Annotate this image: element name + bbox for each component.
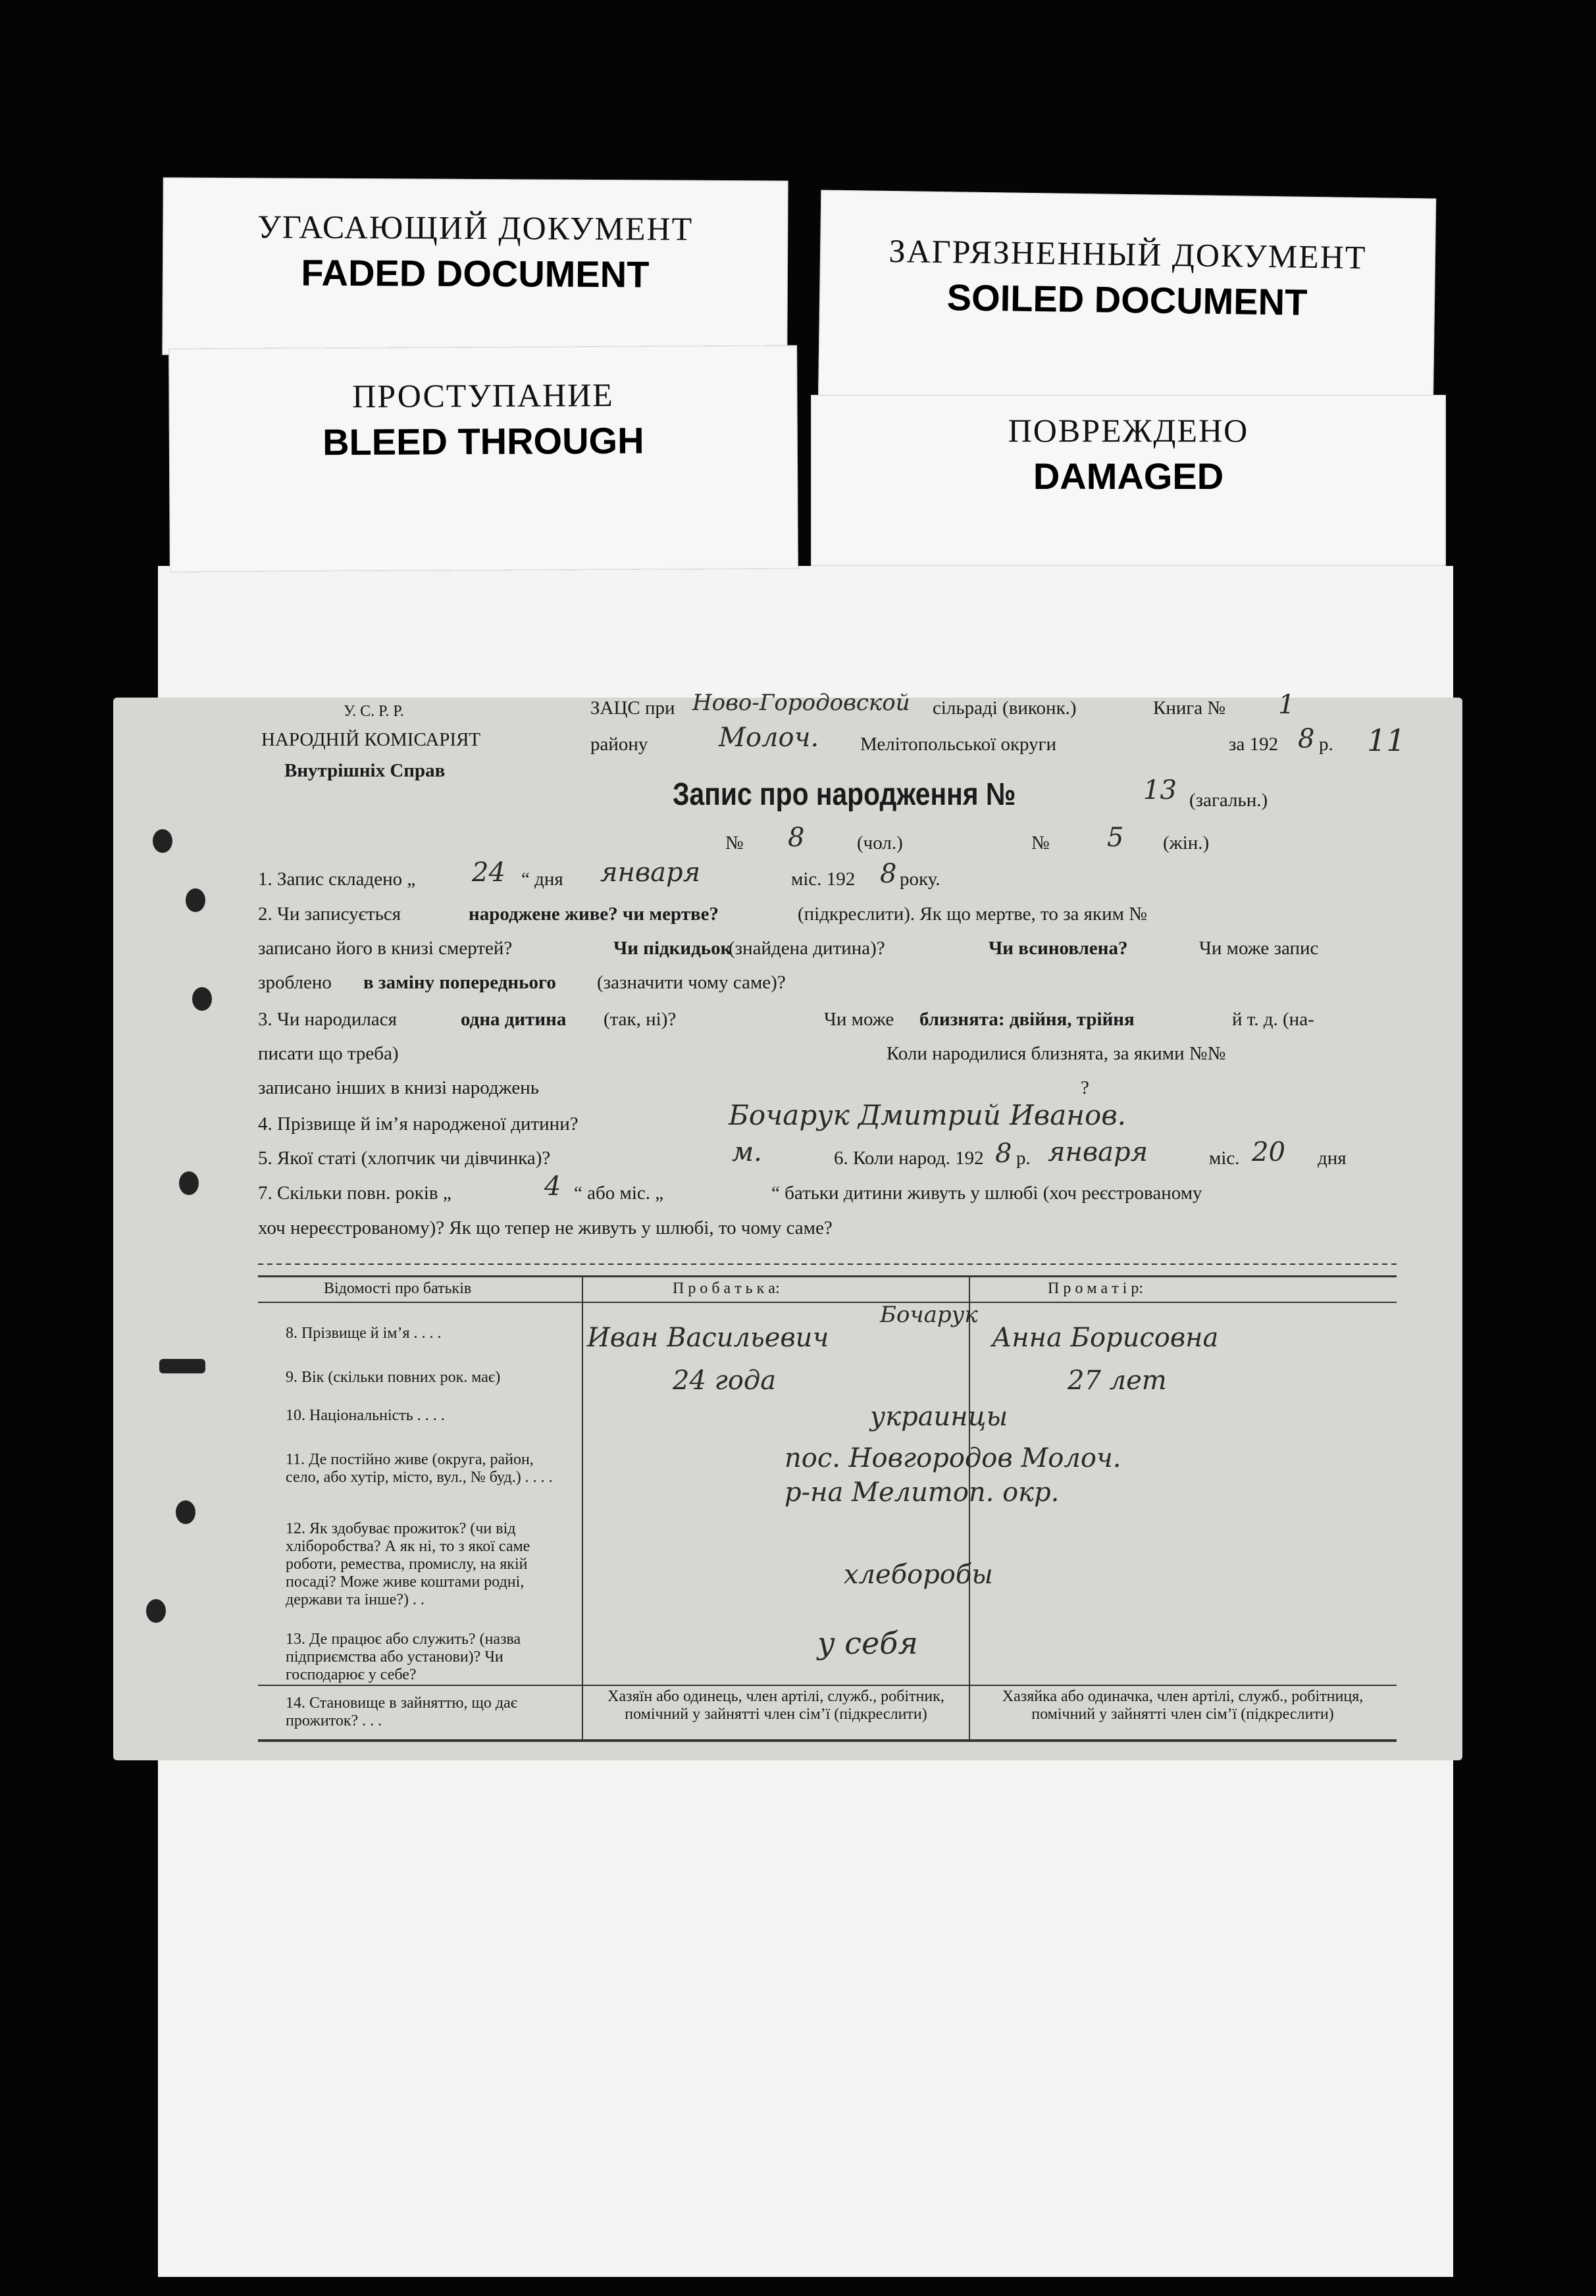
male-label: (чол.): [857, 832, 903, 854]
card-ru-label: УГАСАЮЩИЙ ДОКУМЕНТ: [257, 208, 694, 247]
punch-hole: [146, 1599, 166, 1623]
father-occupation-options: Хазяїн або одинець, член артілі, служб., робітник, помічний у зайнятті член сімʼї (підкреслити): [607, 1688, 944, 1723]
punch-hole: [192, 987, 212, 1011]
table-header-father: П р о б а т ь к а:: [673, 1280, 780, 1297]
mother-occupation-options: Хазяйка або одиначка, член артілі, служб., робітниця, помічний у зайнятті член сімʼї (підкреслити): [1002, 1688, 1364, 1723]
child-sex: м.: [732, 1137, 762, 1167]
row-label-livelihood: 12. Як здобуває прожиток? (чи від хліборобства? А як ні, то з якої саме роботи, ремества, промислу, на якій посаді? Може живе коштами родні, держави та інше?) . .: [286, 1520, 530, 1608]
punch-hole: [186, 888, 205, 912]
q1-day-suffix: “ дня: [521, 869, 563, 890]
female-number: 5: [1107, 823, 1124, 853]
surname-shared: Бочарук: [880, 1302, 978, 1328]
birth-month-suffix: міс.: [1209, 1148, 1240, 1169]
q3-yes-no: (так, ні)?: [604, 1009, 677, 1030]
row-label-residence: 11. Де постійно живе (округа, район, село, або хутір, місто, вул., № буд.) . . . .: [286, 1451, 553, 1486]
q6-label: 6. Коли народ. 192: [834, 1148, 984, 1169]
year-suffix: р.: [1319, 734, 1333, 755]
birth-day-suffix: дня: [1318, 1148, 1347, 1169]
card-en-label: FADED DOCUMENT: [301, 251, 650, 295]
row-label-workplace: 13. Де працює або служить? (назва підприємства або установи)? Чи господарює у себе?: [286, 1631, 521, 1683]
q3-twins-when: Коли народилися близнята, за якими №№: [887, 1043, 1226, 1064]
punch-hole: [159, 1359, 205, 1373]
page-number: 11: [1367, 723, 1406, 758]
birth-year: 8: [995, 1138, 1012, 1169]
q5-label: 5. Якої статі (хлопчик чи дівчинка)?: [258, 1148, 551, 1169]
row-label-age: 9. Вік (скільки повних рок. має): [286, 1369, 501, 1386]
q3-write: писати що треба): [258, 1043, 399, 1064]
q2-may-record: Чи може запис: [1199, 938, 1319, 959]
father-age: 24 года: [673, 1365, 777, 1396]
council-label: сільраді (виконк.): [933, 698, 1077, 719]
form-title: Запис про народження №: [673, 777, 1016, 812]
table-rule: [258, 1275, 1397, 1277]
livelihood: хлеборобы: [844, 1560, 993, 1590]
row-label-nationality: 10. Національність . . . .: [286, 1407, 445, 1424]
q3-question-mark: ?: [1081, 1077, 1089, 1098]
card-en-label: BLEED THROUGH: [322, 419, 644, 463]
q3-single: одна дитина: [461, 1009, 567, 1030]
birth-year-suffix: р.: [1016, 1148, 1031, 1169]
book-label: Книга №: [1153, 698, 1226, 719]
q2-replacement-note: (зазначити чому саме)?: [597, 972, 786, 993]
bleed-through-card: [168, 345, 798, 573]
birth-day: 20: [1252, 1137, 1285, 1167]
q3-twins: близнята: двійня, трійня: [919, 1009, 1135, 1030]
district-label: Мелітопольської округи: [860, 734, 1057, 755]
table-rule: [258, 1685, 1397, 1686]
q2-alive-dead: народжене живе? чи мертве?: [469, 904, 719, 925]
book-number: 1: [1278, 690, 1295, 720]
birth-month: января: [1048, 1137, 1148, 1167]
year-label: за 192: [1229, 734, 1279, 755]
father-name: Иван Васильевич: [587, 1323, 829, 1353]
q1-day: 24: [472, 857, 505, 888]
q2-note: (підкреслити). Як що мертве, то за яким №: [798, 904, 1147, 925]
q2-foundling: Чи підкидьок: [613, 938, 732, 959]
workplace: у себя: [817, 1625, 918, 1661]
q2-label: 2. Чи записується: [258, 904, 401, 925]
card-ru-label: ПОВРЕЖДЕНО: [1008, 412, 1249, 449]
female-label: (жін.): [1163, 832, 1210, 854]
q3-etc: й т. д. (на-: [1232, 1009, 1314, 1030]
q2-death-book: записано його в книзі смертей?: [258, 938, 513, 959]
general-label: (загальн.): [1189, 790, 1268, 811]
q1-year: 8: [880, 859, 897, 889]
q3-maybe: Чи може: [824, 1009, 894, 1030]
table-rule: [258, 1263, 1397, 1265]
birth-record-form: [113, 690, 1462, 1760]
table-header-info: Відомості про батьків: [324, 1280, 472, 1297]
punch-hole: [176, 1500, 195, 1524]
region-label: району: [590, 734, 648, 755]
table-rule: [258, 1302, 1397, 1303]
q1-month: января: [600, 857, 701, 888]
q7-months: “ або міс. „: [574, 1183, 664, 1204]
zags-handwriting: Ново-Городовской: [692, 690, 910, 716]
q3-others: записано інших в книзі народжень: [258, 1077, 539, 1098]
ussr-label: У. С. Р. Р.: [344, 703, 404, 720]
q7-label: 7. Скільки повн. років „: [258, 1183, 451, 1204]
q7-marriage: “ батьки дитини живуть у шлюбі (хоч реєстрованому: [771, 1183, 1202, 1204]
row-label-surname: 8. Прізвище й імʼя . . . .: [286, 1325, 442, 1342]
faded-document-card: [162, 178, 788, 359]
male-number: 8: [788, 823, 805, 853]
soiled-document-card: [818, 190, 1437, 415]
mother-age: 27 лет: [1068, 1365, 1167, 1396]
table-rule: [582, 1275, 583, 1741]
ministry-label: Внутрішніх Справ: [284, 760, 446, 781]
damaged-card: [811, 395, 1446, 566]
q2-adopted: Чи всиновлена?: [989, 938, 1128, 959]
q3-label: 3. Чи народилася: [258, 1009, 398, 1030]
card-en-label: DAMAGED: [1033, 455, 1224, 497]
record-number: 13: [1143, 775, 1177, 805]
marriage-years: 4: [544, 1171, 561, 1202]
male-no: №: [725, 832, 744, 854]
residence: пос. Новгородов Молоч. р-на Мелитоп. окр.: [785, 1443, 1121, 1508]
card-en-label: SOILED DOCUMENT: [946, 276, 1308, 323]
region-handwriting: Молоч.: [719, 723, 819, 753]
female-no: №: [1031, 832, 1050, 854]
punch-hole: [153, 829, 172, 853]
punch-hole: [179, 1171, 199, 1195]
q2-foundling-note: (знайдена дитина)?: [729, 938, 885, 959]
row-label-occupation: 14. Становище в зайняттю, що дає прожиток? . . .: [286, 1695, 518, 1729]
table-header-mother: П р о м а т і р:: [1048, 1280, 1143, 1297]
q1-label: 1. Запис складено „: [258, 869, 416, 890]
zags-label: ЗАЦС при: [590, 698, 675, 719]
year-handwriting: 8: [1298, 724, 1315, 754]
commissariat-label: НАРОДНІЙ КОМІСАРІЯТ: [261, 729, 481, 750]
mother-name: Анна Борисовна: [992, 1323, 1219, 1353]
q4-label: 4. Прізвище й імʼя народженої дитини?: [258, 1113, 579, 1135]
card-ru-label: ЗАГРЯЗНЕННЫЙ ДОКУМЕНТ: [888, 232, 1367, 276]
q7-not-married: хоч нереєстрованому)? Як що тепер не живуть у шлюбі, то чому саме?: [258, 1217, 833, 1238]
q2-replacement: в заміну попереднього: [363, 972, 556, 993]
child-name: Бочарук Дмитрий Иванов.: [729, 1099, 1127, 1131]
q2-made: зроблено: [258, 972, 332, 993]
table-rule: [258, 1739, 1397, 1742]
q1-month-suffix: міс. 192: [791, 869, 856, 890]
card-ru-label: ПРОСТУПАНИЕ: [352, 376, 614, 415]
q1-year-suffix: року.: [900, 869, 940, 890]
nationality: украинцы: [870, 1402, 1008, 1432]
